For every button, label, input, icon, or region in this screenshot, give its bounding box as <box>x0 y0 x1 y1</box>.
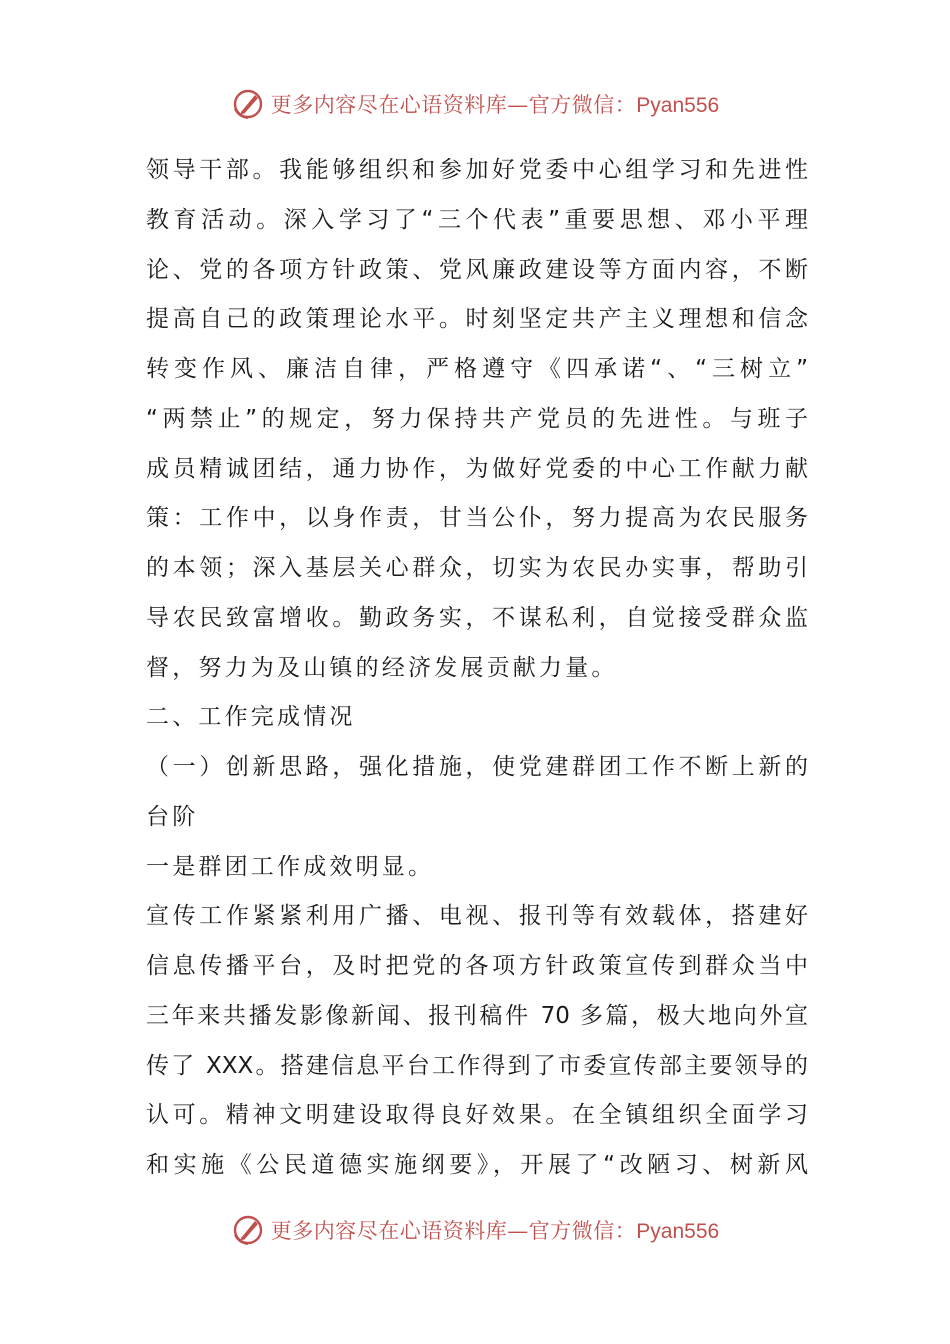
text-line: 的本领；深入基层关心群众，切实为农民办实事，帮助引 <box>146 555 808 581</box>
text-line: 论、党的各项方针政策、党风廉政建设等方面内容，不断 <box>146 256 808 283</box>
text-line: 领导干部。我能够组织和参加好党委中心组学习和先进性 <box>146 157 808 183</box>
banner-text: 更多内容尽在心语资料库—官方微信：Pyan556 <box>270 1219 720 1243</box>
text-line: 提高自己的政策理论水平。时刻坚定共产主义理想和信念 <box>146 306 808 333</box>
point-heading: 一是群团工作成效明显。 <box>146 853 435 880</box>
quill-pen-logo-icon <box>231 1213 265 1247</box>
text-line: 策：工作中，以身作责，甘当公仆，努力提高为农民服务 <box>146 505 808 532</box>
section-heading: 二、工作完成情况 <box>146 704 356 731</box>
subsection-heading: （一）创新思路，强化措施，使党建群团工作不断上新的 <box>146 754 808 780</box>
text-line: 教育活动。深入学习了“三个代表”重要思想、邓小平理 <box>146 206 808 233</box>
header-banner <box>0 84 950 124</box>
text-line: 三年来共播发影像新闻、报刊稿件 70 多篇，极大地向外宣 <box>146 1002 808 1029</box>
footer-banner <box>0 1210 950 1250</box>
wechat-id: Pyan556 <box>636 1220 720 1243</box>
text-line: 宣传工作紧紧利用广播、电视、报刊等有效载体，搭建好 <box>146 903 808 930</box>
document-body <box>146 146 808 1191</box>
subsection-heading-continued: 台阶 <box>146 803 199 830</box>
text-line: 督，努力为及山镇的经济发展贡献力量。 <box>146 654 618 681</box>
quill-pen-logo-icon <box>231 87 265 121</box>
text-line: 转变作风、廉洁自律，严格遵守《四承诺“、“三树立” <box>146 356 808 382</box>
text-line: 传了 XXX。搭建信息平台工作得到了市委宣传部主要领导的 <box>146 1052 808 1079</box>
text-line: 信息传播平台，及时把党的各项方针政策宣传到群众当中 <box>146 953 808 979</box>
banner-text: 更多内容尽在心语资料库—官方微信：Pyan556 <box>270 93 720 117</box>
text-line: 成员精诚团结，通力协作，为做好党委的中心工作献力献 <box>146 455 808 482</box>
text-line: 和实施《公民道德实施纲要》，开展了“改陋习、树新风 <box>146 1152 808 1178</box>
text-line: 导农民致富增收。勤政务实，不谋私利，自觉接受群众监 <box>146 604 808 631</box>
text-line: “两禁止”的规定，努力保持共产党员的先进性。与班子 <box>146 405 808 432</box>
wechat-id: Pyan556 <box>636 94 720 117</box>
text-line: 认可。精神文明建设取得良好效果。在全镇组织全面学习 <box>146 1102 808 1129</box>
